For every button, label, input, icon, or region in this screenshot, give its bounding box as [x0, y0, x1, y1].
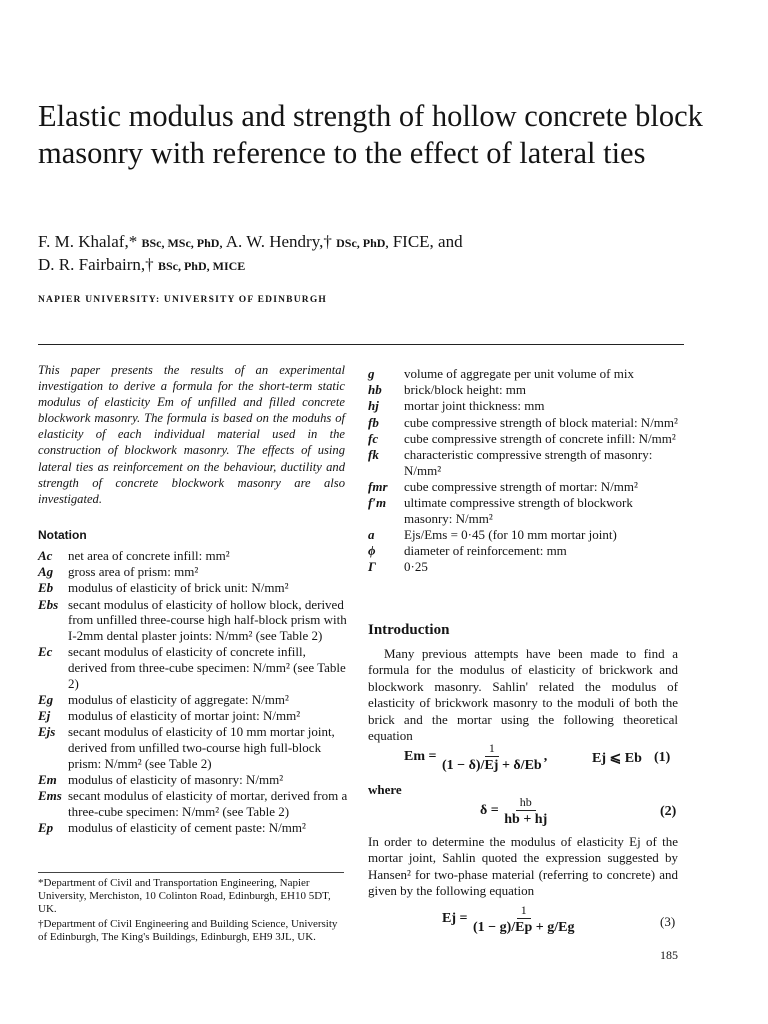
where-label: where	[368, 782, 402, 797]
notation-item	[368, 495, 683, 526]
notation-definition: modulus of elasticity of aggregate: N/mm²	[68, 691, 289, 707]
equation-fraction	[471, 902, 577, 936]
notation-symbol: Eb	[38, 580, 54, 596]
footnotes	[38, 877, 348, 947]
equation-denominator: (1 − g)/Ep + g/Eg	[472, 920, 575, 935]
equation-numerator: 1	[485, 740, 499, 757]
notation-symbol: g	[368, 366, 375, 381]
author-name: A. W. Hendry,†	[225, 232, 332, 251]
notation-symbol: Ag	[38, 564, 54, 580]
notation-definition: cube compressive strength of concrete infill: N/mm²	[404, 430, 676, 446]
notation-definition: mortar joint thickness: mm	[404, 398, 545, 414]
notation-item	[368, 527, 683, 543]
notation-item	[368, 398, 683, 414]
notation-symbol: Ems	[38, 788, 62, 804]
notation-definition: secant modulus of elasticity of concrete infill, derived from three-cube specimen: N/mm² (see Table 2)	[68, 644, 346, 691]
introduction-paragraph: In order to determine the modulus of elasticity Ej of the mortar joint, Sahlin quoted the expression suggested by Hansen² for two-phase material (referring to concrete) and given by the following equation	[368, 834, 678, 899]
footnote: *Department of Civil and Transportation Engineering, Napier University, Merchiston, 10 Colinton Road, Edinburgh, EH10 5DT, UK.	[38, 877, 331, 915]
equation-lhs: δ =	[480, 803, 499, 819]
notation-item	[368, 382, 683, 398]
notation-item	[38, 772, 348, 788]
affiliation	[38, 295, 327, 305]
affiliation-text: NAPIER UNIVERSITY: UNIVERSITY OF EDINBURGH	[38, 295, 327, 305]
notation-symbol: fk	[368, 447, 379, 463]
notation-definition: modulus of elasticity of brick unit: N/mm²	[68, 580, 289, 596]
abstract: This paper presents the results of an experimental investigation to derive a formula for the short-term static modulus of elasticity Em of unfilled and filled concrete blockwork masonry. The formula is based on the moduhs of elasticity of each individual material used in the construction of blockwork masonry. The effects of using lateral ties as reinforcement on the behaviour, ductility and strength of concrete blockwork masonry are also investigated.	[38, 363, 345, 506]
notation-definition: cube compressive strength of mortar: N/mm²	[404, 478, 638, 494]
notation-item	[368, 559, 683, 575]
equation-number: (1)	[654, 750, 671, 765]
author-name: FICE, and	[392, 232, 463, 251]
equation-2	[480, 794, 680, 828]
notation-item	[368, 447, 683, 478]
notation-item	[38, 597, 348, 644]
notation-item	[38, 548, 348, 564]
notation-item	[368, 431, 683, 447]
notation-definition: volume of aggregate per unit volume of mix	[404, 366, 634, 381]
notation-definition: modulus of elasticity of cement paste: N/mm²	[68, 819, 306, 835]
equation-lhs: Em =	[404, 749, 437, 765]
notation-symbol: a	[368, 527, 375, 543]
notation-symbol: hb	[368, 382, 382, 398]
header-divider	[38, 344, 684, 345]
notation-definition: secant modulus of elasticity of mortar, derived from a three-cube specimen: N/mm² (see Table 2)	[68, 788, 348, 819]
notation-item	[368, 543, 683, 559]
equation-lhs: Ej =	[442, 911, 468, 927]
equation-denominator: hb + hj	[504, 812, 548, 827]
notation-symbol: Ejs	[38, 724, 56, 740]
notation-symbol: fmr	[368, 478, 388, 494]
introduction-paragraph: Many previous attempts have been made to find a formula for the modulus of elasticity of brickwork and blockwork masonry. Sahlin' related the modulus of elasticity of brickwork masonry to the moduli of both the brick and the mortar using the following theoretical equation	[368, 646, 678, 744]
equation-numerator: hb	[516, 794, 536, 811]
notation-symbol: Ep	[38, 819, 54, 835]
notation-symbol: Γ	[368, 559, 376, 575]
notation-symbol: hj	[368, 398, 379, 414]
equation-punctuation: ,	[543, 749, 548, 765]
equation-fraction	[440, 740, 544, 774]
equation-numerator: 1	[517, 902, 531, 919]
notation-definition: brick/block height: mm	[404, 382, 527, 398]
notation-heading: Notation	[38, 528, 87, 542]
notation-item	[38, 820, 348, 836]
section-heading-introduction: Introduction	[368, 622, 450, 638]
paper-title: Elastic modulus and strength of hollow concrete block masonry with reference to the effect of lateral ties	[38, 99, 703, 170]
notation-item	[38, 788, 348, 819]
notation-item	[368, 479, 683, 495]
author-qualifications: DSc, PhD,	[336, 236, 389, 250]
notation-definition: secant modulus of elasticity of hollow block, derived from unfilled three-course high half-block prism with I-2mm dental plaster joints: N/mm² (see Table 2)	[68, 596, 347, 644]
notation-definition: modulus of elasticity of mortar joint: N/mm²	[68, 708, 301, 724]
notation-symbol: Ac	[38, 548, 53, 563]
notation-item	[38, 580, 348, 596]
footnote-divider	[38, 872, 344, 873]
notation-symbol: ϕ	[368, 543, 376, 559]
notation-definition: diameter of reinforcement: mm	[404, 543, 567, 559]
equation-condition: Ej ⩽ Eb	[592, 751, 642, 766]
notation-definition: secant modulus of elasticity of 10 mm mortar joint, derived from unfilled two-course high full-block prism: N/mm² (see Table 2)	[68, 724, 335, 771]
notation-symbol: Ec	[38, 644, 53, 660]
notation-item	[38, 644, 348, 691]
equation-1	[404, 740, 680, 774]
notation-definition: modulus of elasticity of masonry: N/mm²	[68, 771, 284, 787]
notation-symbol: fb	[368, 414, 379, 430]
notation-item	[38, 692, 348, 708]
footnote: †Department of Civil Engineering and Building Science, University of Edinburgh, The King's Buildings, Edinburgh, EH9 3JL, UK.	[38, 918, 338, 944]
page-number: 185	[660, 948, 678, 962]
notation-item	[38, 724, 348, 771]
notation-symbol: Ebs	[38, 596, 59, 612]
author-qualifications: BSc, MSc, PhD,	[141, 236, 223, 250]
notation-definition: ultimate compressive strength of blockwork masonry: N/mm²	[404, 495, 633, 526]
notation-item	[368, 366, 683, 382]
author-list	[38, 231, 728, 277]
notation-list-left	[38, 548, 348, 836]
author-qualifications: BSc, PhD, MICE	[157, 259, 246, 273]
notation-item	[368, 415, 683, 431]
equation-number: (2)	[660, 804, 677, 819]
notation-symbol: f′m	[368, 495, 387, 511]
notation-symbol: Eg	[38, 691, 54, 707]
notation-definition: gross area of prism: mm²	[68, 564, 199, 580]
notation-item	[38, 564, 348, 580]
notation-symbol: fc	[368, 430, 379, 446]
notation-list-right	[368, 366, 683, 576]
author-name: D. R. Fairbairn,†	[38, 255, 154, 274]
notation-symbol: Em	[38, 771, 57, 787]
notation-item	[38, 708, 348, 724]
notation-definition: net area of concrete infill: mm²	[68, 548, 230, 563]
equation-denominator: (1 − δ)/Ej + δ/Eb	[441, 758, 542, 773]
notation-definition: Ejs/Ems = 0·45 (for 10 mm mortar joint)	[404, 527, 617, 543]
notation-symbol: Ej	[38, 708, 51, 724]
equation-fraction	[502, 794, 549, 828]
equation-number: (3)	[660, 914, 676, 929]
notation-definition: characteristic compressive strength of masonry: N/mm²	[404, 447, 653, 478]
author-name: F. M. Khalaf,*	[38, 232, 138, 251]
notation-definition: 0·25	[404, 559, 428, 575]
equation-3	[442, 902, 682, 936]
notation-definition: cube compressive strength of block material: N/mm²	[404, 414, 678, 430]
